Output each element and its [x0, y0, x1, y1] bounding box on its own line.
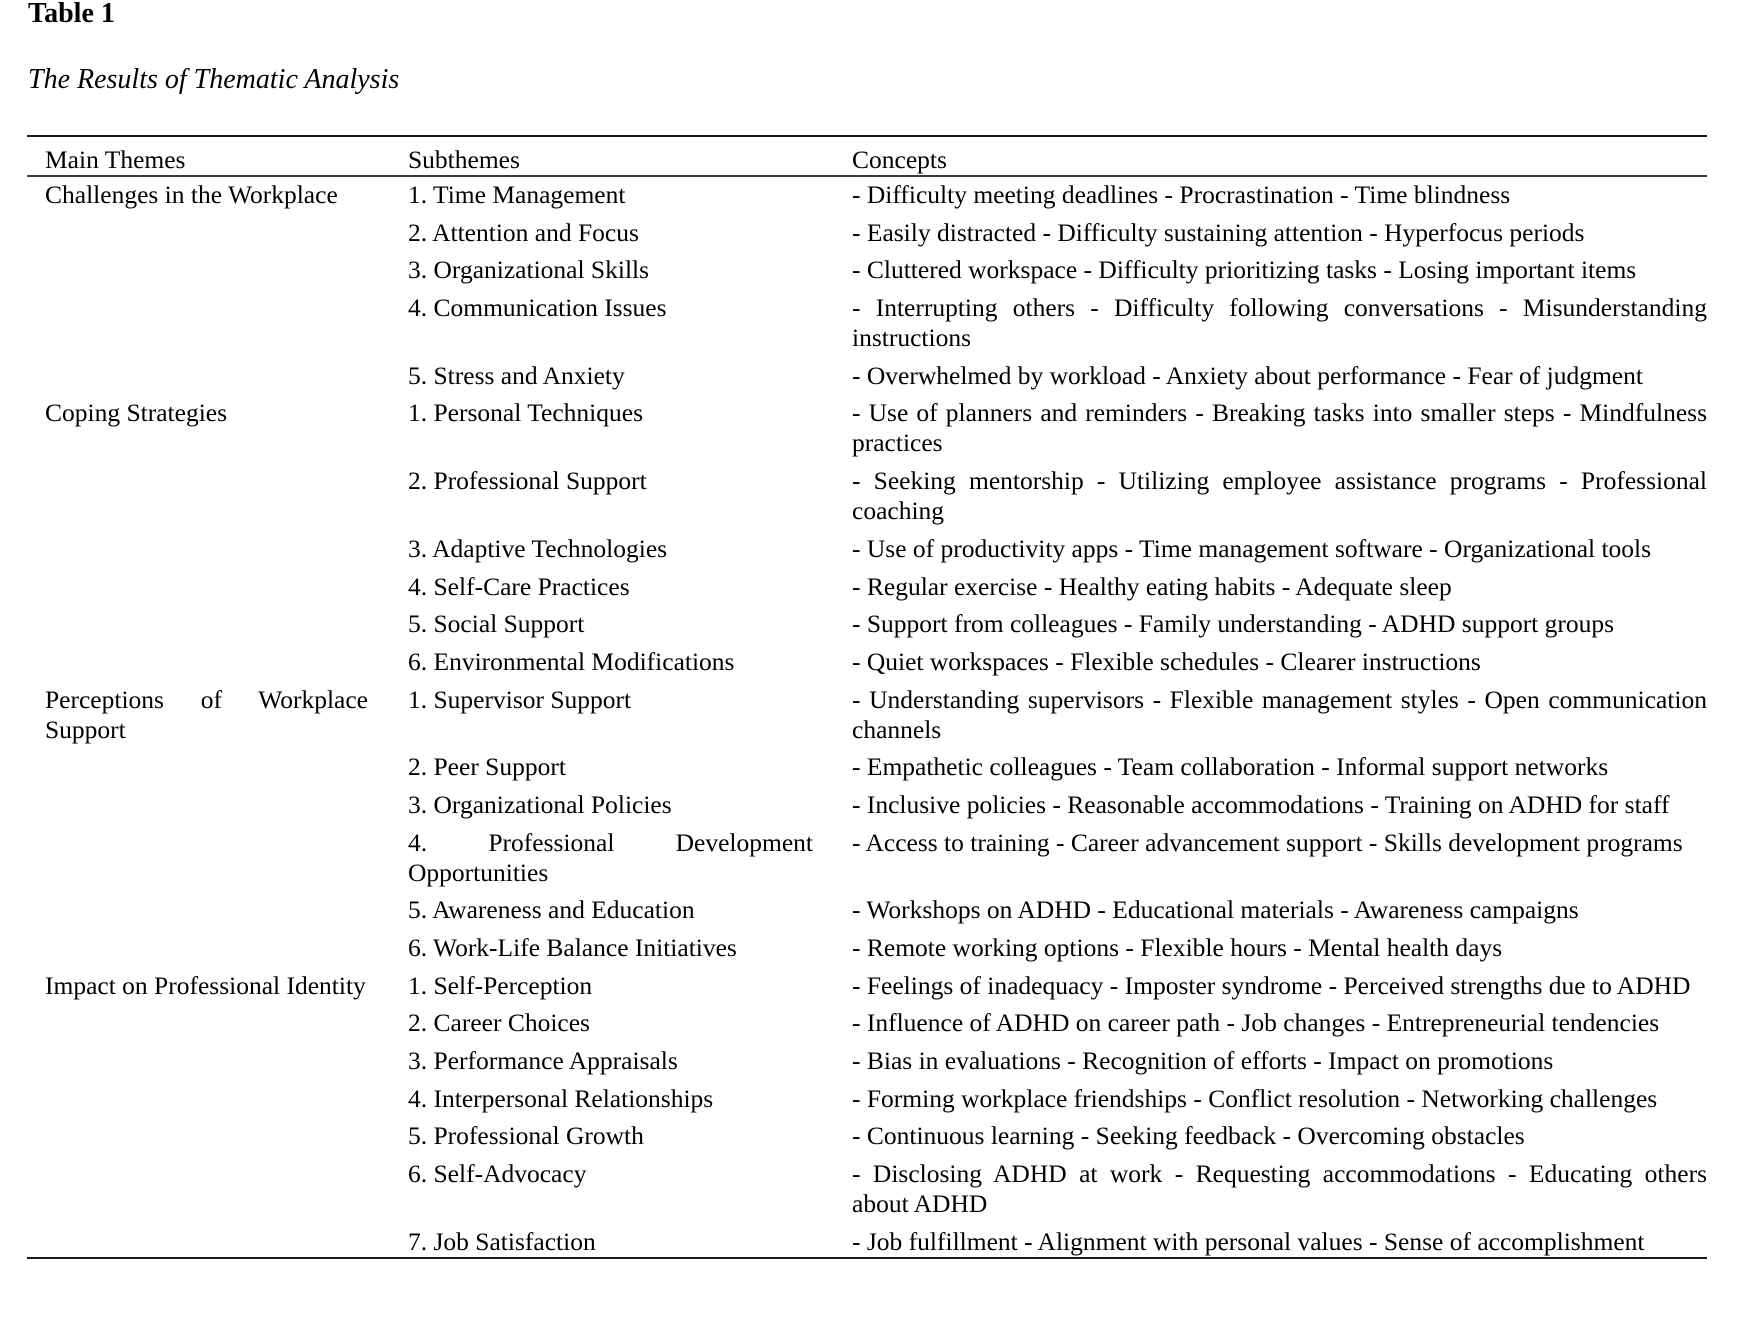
concepts-cell: - Workshops on ADHD - Educational materials - Awareness campaigns — [852, 895, 1579, 925]
table-row — [27, 1155, 1707, 1223]
header-concepts: Concepts — [852, 145, 947, 174]
subtheme-cell: 6. Work-Life Balance Initiatives — [408, 933, 737, 962]
concepts-cell: - Access to training - Career advancement support - Skills development programs — [852, 827, 1683, 857]
table-header — [27, 136, 1707, 176]
subtheme-cell: 6. Environmental Modifications — [408, 646, 735, 676]
table-row — [27, 530, 1707, 568]
concepts-cell: - Easily distracted - Difficulty sustaining attention - Hyperfocus periods — [852, 217, 1585, 247]
subtheme-cell: 2. Professional Support — [408, 466, 647, 496]
subtheme-cell: 4. Interpersonal Relationships — [408, 1083, 714, 1113]
concepts-cell: - Difficulty meeting deadlines - Procrastination - Time blindness — [852, 180, 1511, 209]
table-row — [27, 605, 1707, 643]
concepts-cell: - Quiet workspaces - Flexible schedules - Clearer instructions — [852, 646, 1481, 676]
table-row — [27, 967, 1707, 1005]
table-row — [27, 929, 1707, 967]
subtheme-cell: 3. Performance Appraisals — [408, 1046, 678, 1076]
concepts-cell: - Cluttered workspace - Difficulty prioritizing tasks - Losing important items — [852, 255, 1637, 285]
concepts-cell: - Influence of ADHD on career path - Job changes - Entrepreneurial tendencies — [852, 1008, 1660, 1038]
main-theme-cell — [27, 251, 390, 289]
table-body — [27, 176, 1707, 1258]
subtheme-cell: 1. Self-Perception — [408, 970, 593, 1000]
main-theme-cell: Coping Strategies — [45, 398, 228, 428]
subtheme-cell: 1. Personal Techniques — [408, 398, 643, 428]
subtheme-cell: 2. Peer Support — [408, 752, 566, 782]
thematic-analysis-table — [27, 135, 1707, 1259]
concepts-cell: - Job fulfillment - Alignment with personal values - Sense of accomplishment — [852, 1226, 1645, 1256]
table-row — [27, 748, 1707, 786]
header-subthemes: Subthemes — [408, 145, 520, 174]
main-theme-cell — [27, 891, 390, 929]
table-row — [27, 643, 1707, 681]
main-theme-cell — [27, 748, 390, 786]
subtheme-cell: 5. Awareness and Education — [408, 895, 695, 925]
table-row — [27, 891, 1707, 929]
subtheme-cell: 5. Professional Growth — [408, 1121, 644, 1151]
table-row — [27, 568, 1707, 606]
main-theme-cell — [27, 1117, 390, 1155]
subtheme-cell: 7. Job Satisfaction — [408, 1226, 596, 1256]
subtheme-cell: 3. Organizational Skills — [408, 255, 650, 285]
main-theme-cell: Impact on Professional Identity — [45, 970, 366, 1000]
concepts-cell: - Inclusive policies - Reasonable accommodations - Training on ADHD for staff — [852, 789, 1670, 819]
concepts-cell: - Forming workplace friendships - Conflict resolution - Networking challenges — [852, 1083, 1658, 1113]
subtheme-cell: 2. Attention and Focus — [408, 217, 639, 247]
main-theme-cell — [27, 1004, 390, 1042]
table-row — [27, 1004, 1707, 1042]
table-row — [27, 681, 1707, 749]
main-theme-cell — [27, 786, 390, 824]
subtheme-cell: 5. Stress and Anxiety — [408, 360, 625, 390]
main-theme-cell — [27, 1080, 390, 1118]
concepts-cell: - Feelings of inadequacy - Imposter syndrome - Perceived strengths due to ADHD — [852, 970, 1691, 1000]
table-row — [27, 214, 1707, 252]
main-theme-cell — [27, 1223, 390, 1258]
table-row — [27, 1223, 1707, 1258]
table-row — [27, 176, 1707, 214]
concepts-cell: - Overwhelmed by workload - Anxiety about performance - Fear of judgment — [852, 360, 1643, 390]
table-row — [27, 394, 1707, 462]
concepts-cell: - Continuous learning - Seeking feedback - Overcoming obstacles — [852, 1121, 1525, 1151]
table-row — [27, 357, 1707, 395]
subtheme-cell: 1. Supervisor Support — [408, 684, 632, 714]
main-theme-cell — [27, 568, 390, 606]
table-row — [27, 289, 1707, 357]
table-row — [27, 1042, 1707, 1080]
subtheme-cell: 4. Professional Development Opportunities — [408, 827, 813, 887]
main-theme-cell — [27, 643, 390, 681]
concepts-cell: - Support from colleagues - Family understanding - ADHD support groups — [852, 609, 1615, 639]
subtheme-cell: 6. Self-Advocacy — [408, 1159, 587, 1189]
subtheme-cell: 1. Time Management — [408, 180, 626, 209]
concepts-cell: - Understanding supervisors - Flexible management styles - Open communication channels — [852, 684, 1707, 744]
header-main-themes: Main Themes — [45, 145, 186, 174]
main-theme-cell — [27, 357, 390, 395]
main-theme-cell: Perceptions of Workplace Support — [45, 684, 368, 744]
table-caption: The Results of Thematic Analysis — [28, 64, 400, 95]
subtheme-cell: 2. Career Choices — [408, 1008, 590, 1038]
concepts-cell: - Bias in evaluations - Recognition of efforts - Impact on promotions — [852, 1046, 1554, 1076]
subtheme-cell: 4. Self-Care Practices — [408, 571, 630, 601]
concepts-cell: - Remote working options - Flexible hours - Mental health days — [852, 933, 1503, 962]
table-row — [27, 786, 1707, 824]
header-row — [27, 136, 1707, 176]
main-theme-cell — [27, 1155, 390, 1223]
table-row — [27, 1080, 1707, 1118]
concepts-cell: - Empathetic colleagues - Team collaboration - Informal support networks — [852, 752, 1609, 782]
main-theme-cell: Challenges in the Workplace — [45, 180, 338, 209]
subtheme-cell: 5. Social Support — [408, 609, 585, 639]
table-row — [27, 824, 1707, 892]
main-theme-cell — [27, 605, 390, 643]
subtheme-cell: 4. Communication Issues — [408, 293, 667, 323]
concepts-cell: - Use of planners and reminders - Breaking tasks into smaller steps - Mindfulness practices — [852, 398, 1707, 458]
main-theme-cell — [27, 824, 390, 892]
table-row — [27, 462, 1707, 530]
concepts-cell: - Disclosing ADHD at work - Requesting accommodations - Educating others about ADHD — [852, 1159, 1707, 1219]
concepts-cell: - Regular exercise - Healthy eating habits - Adequate sleep — [852, 571, 1452, 601]
main-theme-cell — [27, 214, 390, 252]
table-row — [27, 1117, 1707, 1155]
main-theme-cell — [27, 289, 390, 357]
main-theme-cell — [27, 462, 390, 530]
concepts-cell: - Seeking mentorship - Utilizing employee assistance programs - Professional coaching — [852, 466, 1707, 526]
subtheme-cell: 3. Adaptive Technologies — [408, 533, 668, 563]
subtheme-cell: 3. Organizational Policies — [408, 789, 672, 819]
main-theme-cell — [27, 1042, 390, 1080]
concepts-cell: - Use of productivity apps - Time management software - Organizational tools — [852, 533, 1652, 563]
concepts-cell: - Interrupting others - Difficulty following conversations - Misunderstanding instructions — [852, 293, 1707, 353]
table-row — [27, 251, 1707, 289]
table-label: Table 1 — [28, 0, 115, 29]
main-theme-cell — [27, 929, 390, 967]
main-theme-cell — [27, 530, 390, 568]
